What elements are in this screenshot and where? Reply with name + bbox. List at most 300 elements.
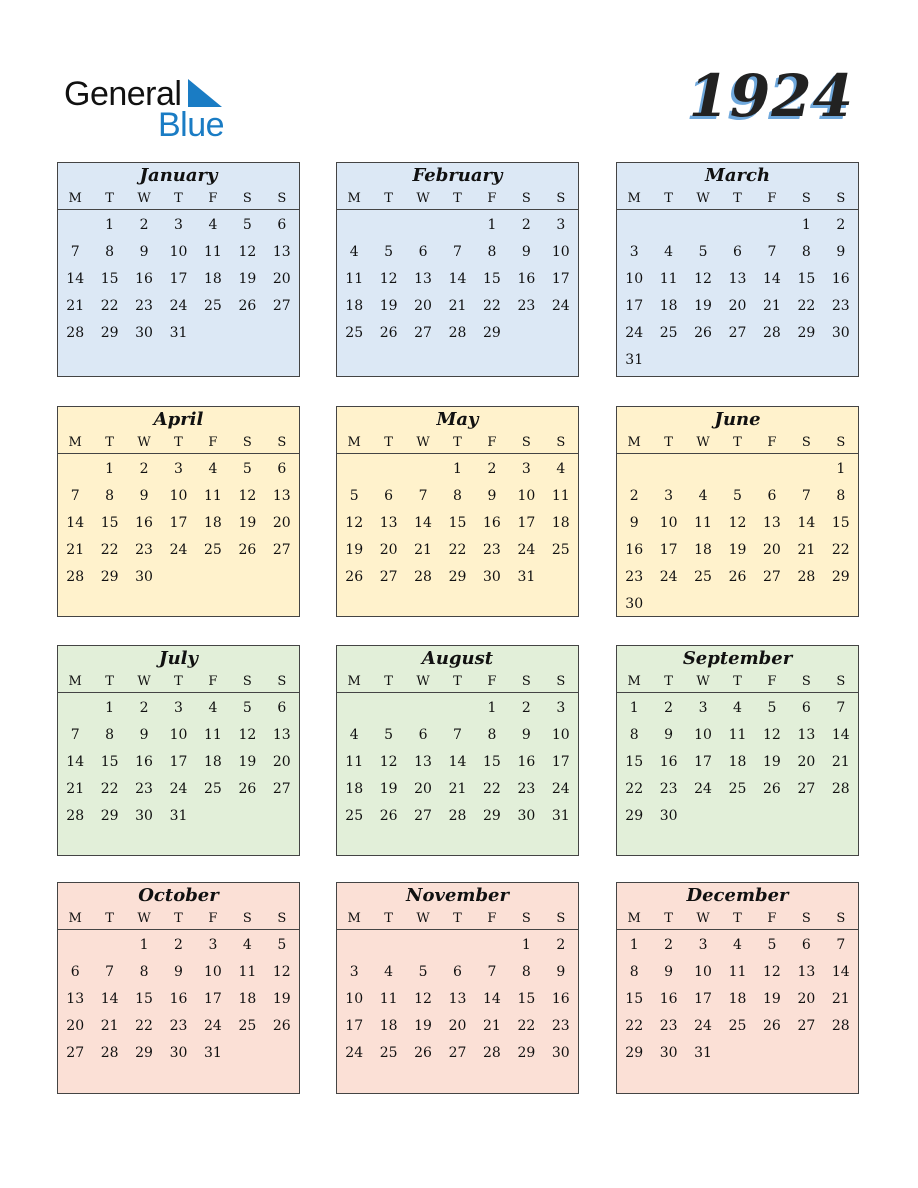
day-cell: 6 (801, 937, 811, 953)
day-cell: 3 (174, 700, 183, 716)
day-cell: 31 (204, 1045, 222, 1061)
day-cell: 21 (448, 781, 467, 797)
month-december (616, 882, 859, 1094)
weekday-label: S (277, 191, 287, 206)
day-cell: 31 (169, 325, 188, 341)
day-cell: 23 (625, 569, 644, 585)
weekday-label: F (487, 191, 497, 206)
day-cell: 19 (694, 298, 712, 314)
weekday-label: S (556, 435, 566, 450)
day-cell: 25 (238, 1018, 257, 1034)
day-cell: 5 (242, 217, 252, 233)
day-grid (58, 210, 299, 347)
empty-day-cell (406, 695, 440, 722)
day-cell: 21 (763, 298, 781, 314)
day-cell: 12 (238, 244, 257, 260)
day-cell: 1 (487, 700, 497, 716)
day-cell: 23 (659, 1018, 678, 1034)
month-name: March (704, 165, 771, 186)
empty-day-cell (406, 932, 440, 959)
day-cell: 6 (384, 488, 394, 504)
day-cell: 17 (659, 542, 678, 558)
day-cell: 16 (517, 271, 536, 287)
day-cell: 2 (556, 937, 566, 953)
day-cell: 11 (728, 727, 747, 743)
day-cell: 22 (135, 1018, 153, 1034)
day-cell: 17 (694, 991, 712, 1007)
weekday-label: S (277, 435, 287, 450)
weekday-label: M (627, 191, 641, 206)
day-cell: 3 (698, 937, 708, 953)
day-grid (337, 210, 578, 347)
weekday-label: S (521, 435, 531, 450)
empty-day-cell (58, 932, 92, 959)
month-november (336, 882, 579, 1094)
weekday-label: M (68, 191, 82, 206)
day-cell: 22 (100, 298, 119, 314)
day-cell: 29 (483, 808, 501, 824)
day-cell: 25 (694, 569, 712, 585)
weekday-label: T (105, 191, 114, 206)
day-cell: 7 (453, 727, 462, 743)
weekday-label: T (453, 911, 462, 926)
day-cell: 18 (551, 515, 570, 531)
weekday-label: M (68, 911, 82, 926)
day-cell: 1 (105, 700, 115, 716)
weekday-header-row (617, 672, 858, 693)
weekday-label: T (453, 435, 462, 450)
weekday-header-row (617, 189, 858, 210)
weekday-header-row (58, 189, 299, 210)
day-cell: 4 (698, 488, 708, 504)
empty-day-cell (58, 456, 92, 483)
month-september (616, 645, 859, 856)
day-cell: 19 (728, 542, 747, 558)
day-cell: 16 (517, 754, 536, 770)
weekday-label: F (208, 674, 218, 689)
empty-day-cell (720, 456, 754, 483)
day-cell: 13 (379, 515, 398, 531)
day-cell: 21 (66, 298, 85, 314)
day-cell: 18 (379, 1018, 398, 1034)
weekday-label: S (242, 911, 252, 926)
day-cell: 2 (629, 488, 639, 504)
day-grid (58, 454, 299, 591)
day-cell: 20 (272, 515, 291, 531)
day-cell: 3 (174, 217, 183, 233)
day-cell: 25 (345, 325, 364, 341)
day-cell: 25 (551, 542, 570, 558)
day-cell: 10 (551, 244, 570, 260)
day-cell: 27 (414, 808, 432, 824)
day-cell: 15 (100, 271, 119, 287)
empty-day-cell (371, 212, 405, 239)
day-cell: 19 (379, 298, 398, 314)
day-cell: 13 (797, 964, 816, 980)
day-cell: 26 (379, 325, 398, 341)
weekday-label: T (664, 435, 673, 450)
day-cell: 30 (135, 808, 153, 824)
day-cell: 24 (694, 781, 712, 797)
day-cell: 1 (139, 937, 149, 953)
weekday-header-row (337, 189, 578, 210)
day-cell: 15 (483, 271, 501, 287)
weekday-header-row (58, 909, 299, 930)
day-cell: 14 (483, 991, 501, 1007)
day-cell: 14 (831, 964, 850, 980)
day-cell: 12 (238, 727, 257, 743)
empty-day-cell (475, 932, 509, 959)
weekday-label: M (627, 674, 641, 689)
day-cell: 15 (100, 515, 119, 531)
day-grid (617, 693, 858, 830)
day-cell: 4 (733, 937, 742, 953)
weekday-label: F (767, 435, 777, 450)
weekday-label: T (105, 674, 114, 689)
day-cell: 1 (453, 461, 462, 477)
weekday-label: W (416, 435, 430, 450)
weekday-label: S (521, 911, 531, 926)
empty-day-cell (337, 456, 371, 483)
weekday-header-row (58, 672, 299, 693)
day-cell: 3 (556, 217, 566, 233)
weekday-label: T (453, 191, 462, 206)
day-cell: 21 (66, 781, 85, 797)
day-cell: 24 (345, 1045, 364, 1061)
day-cell: 17 (551, 754, 570, 770)
month-august (336, 645, 579, 856)
weekday-label: T (453, 674, 462, 689)
day-cell: 5 (277, 937, 287, 953)
day-cell: 25 (728, 781, 747, 797)
day-cell: 9 (521, 727, 531, 743)
day-cell: 20 (66, 1018, 85, 1034)
day-cell: 23 (517, 298, 536, 314)
weekday-label: W (137, 191, 151, 206)
day-cell: 20 (763, 542, 781, 558)
day-cell: 22 (100, 542, 119, 558)
day-cell: 6 (418, 244, 428, 260)
brand-word-general: General (64, 75, 182, 113)
day-cell: 23 (135, 542, 153, 558)
weekday-label: W (137, 674, 151, 689)
day-cell: 28 (797, 569, 816, 585)
weekday-label: T (174, 911, 183, 926)
day-grid (617, 454, 858, 618)
day-cell: 12 (694, 271, 712, 287)
day-cell: 8 (629, 964, 639, 980)
month-february (336, 162, 579, 377)
day-cell: 15 (100, 754, 119, 770)
day-cell: 11 (204, 727, 222, 743)
day-cell: 15 (625, 754, 644, 770)
weekday-label: S (836, 435, 846, 450)
day-grid (617, 930, 858, 1067)
empty-day-cell (755, 212, 789, 239)
day-cell: 1 (836, 461, 846, 477)
day-cell: 6 (801, 700, 811, 716)
day-cell: 6 (418, 727, 428, 743)
day-cell: 20 (448, 1018, 467, 1034)
day-cell: 17 (345, 1018, 364, 1034)
weekday-header-row (337, 909, 578, 930)
day-cell: 13 (728, 271, 747, 287)
day-cell: 21 (831, 991, 850, 1007)
month-name: August (421, 648, 494, 669)
day-cell: 14 (763, 271, 781, 287)
day-cell: 12 (763, 964, 781, 980)
month-name: November (406, 885, 509, 906)
day-cell: 1 (105, 217, 115, 233)
weekday-label: M (347, 435, 361, 450)
day-cell: 1 (105, 461, 115, 477)
day-cell: 23 (517, 781, 536, 797)
day-cell: 14 (66, 515, 85, 531)
weekday-label: F (208, 435, 218, 450)
day-cell: 17 (169, 271, 188, 287)
day-cell: 14 (414, 515, 432, 531)
day-cell: 20 (797, 754, 816, 770)
day-cell: 6 (277, 217, 287, 233)
day-cell: 29 (100, 325, 119, 341)
day-cell: 9 (139, 244, 149, 260)
day-cell: 29 (625, 808, 644, 824)
weekday-label: M (347, 674, 361, 689)
weekday-label: T (174, 435, 183, 450)
day-cell: 11 (345, 271, 364, 287)
day-cell: 12 (238, 488, 257, 504)
day-cell: 21 (797, 542, 816, 558)
day-cell: 20 (414, 781, 432, 797)
day-cell: 10 (694, 964, 712, 980)
day-cell: 8 (105, 727, 115, 743)
day-cell: 23 (169, 1018, 188, 1034)
weekday-label: T (384, 435, 393, 450)
day-cell: 10 (517, 488, 536, 504)
day-cell: 9 (664, 964, 674, 980)
day-cell: 9 (556, 964, 566, 980)
day-cell: 28 (448, 808, 467, 824)
day-cell: 30 (551, 1045, 570, 1061)
day-cell: 23 (831, 298, 850, 314)
empty-day-cell (337, 932, 371, 959)
day-cell: 7 (487, 964, 497, 980)
day-cell: 23 (135, 298, 153, 314)
day-cell: 28 (100, 1045, 119, 1061)
day-cell: 11 (204, 488, 222, 504)
day-cell: 2 (836, 217, 846, 233)
weekday-header-row (58, 433, 299, 454)
day-cell: 27 (728, 325, 747, 341)
day-cell: 18 (728, 754, 747, 770)
day-cell: 2 (664, 700, 674, 716)
day-cell: 28 (831, 781, 850, 797)
day-cell: 12 (272, 964, 291, 980)
day-cell: 30 (659, 1045, 678, 1061)
day-cell: 21 (448, 298, 467, 314)
weekday-label: M (68, 674, 82, 689)
day-cell: 8 (105, 488, 115, 504)
weekday-label: F (487, 911, 497, 926)
day-cell: 21 (414, 542, 432, 558)
month-march (616, 162, 859, 377)
weekday-label: S (277, 674, 287, 689)
empty-day-cell (371, 932, 405, 959)
day-cell: 4 (349, 244, 359, 260)
weekday-label: F (767, 191, 777, 206)
day-cell: 29 (135, 1045, 153, 1061)
weekday-label: T (384, 674, 393, 689)
day-cell: 31 (169, 808, 188, 824)
weekday-label: S (801, 911, 811, 926)
day-cell: 27 (66, 1045, 85, 1061)
day-cell: 8 (487, 244, 497, 260)
day-grid (58, 930, 299, 1067)
day-cell: 2 (487, 461, 497, 477)
day-cell: 27 (797, 781, 816, 797)
day-cell: 17 (204, 991, 222, 1007)
day-cell: 2 (139, 700, 149, 716)
day-cell: 18 (694, 542, 712, 558)
weekday-label: W (696, 191, 710, 206)
day-cell: 30 (625, 596, 644, 612)
weekday-label: T (733, 191, 742, 206)
month-may (336, 406, 579, 617)
empty-day-cell (440, 212, 474, 239)
day-cell: 1 (487, 217, 497, 233)
empty-day-cell (406, 456, 440, 483)
day-grid (337, 454, 578, 591)
day-cell: 24 (204, 1018, 222, 1034)
weekday-label: T (733, 911, 742, 926)
weekday-header-row (617, 433, 858, 454)
day-cell: 10 (659, 515, 678, 531)
day-cell: 4 (208, 700, 218, 716)
day-cell: 8 (139, 964, 149, 980)
day-cell: 21 (483, 1018, 501, 1034)
empty-day-cell (617, 456, 651, 483)
day-cell: 5 (384, 727, 394, 743)
day-cell: 20 (797, 991, 816, 1007)
day-cell: 2 (521, 217, 531, 233)
weekday-label: W (696, 911, 710, 926)
day-cell: 13 (448, 991, 467, 1007)
day-cell: 4 (349, 727, 359, 743)
day-cell: 12 (728, 515, 747, 531)
day-cell: 7 (418, 488, 428, 504)
weekday-label: W (137, 435, 151, 450)
day-cell: 26 (728, 569, 747, 585)
day-cell: 16 (135, 754, 153, 770)
day-grid (58, 693, 299, 830)
day-cell: 31 (551, 808, 570, 824)
day-cell: 22 (517, 1018, 536, 1034)
day-cell: 30 (135, 569, 153, 585)
day-cell: 16 (659, 754, 678, 770)
weekday-label: T (664, 911, 673, 926)
month-name: February (412, 165, 503, 186)
day-cell: 14 (831, 727, 850, 743)
day-cell: 28 (448, 325, 467, 341)
day-cell: 3 (174, 461, 183, 477)
day-cell: 5 (242, 700, 252, 716)
day-cell: 16 (135, 515, 153, 531)
day-cell: 5 (698, 244, 708, 260)
day-cell: 25 (204, 542, 222, 558)
day-cell: 22 (483, 298, 501, 314)
day-cell: 9 (521, 244, 531, 260)
day-cell: 10 (169, 244, 188, 260)
day-cell: 19 (763, 754, 781, 770)
day-cell: 17 (517, 515, 536, 531)
month-name: December (686, 885, 789, 906)
day-cell: 28 (763, 325, 781, 341)
day-cell: 9 (836, 244, 846, 260)
day-cell: 27 (379, 569, 398, 585)
day-cell: 7 (70, 488, 80, 504)
day-cell: 27 (763, 569, 781, 585)
day-cell: 11 (238, 964, 257, 980)
day-cell: 4 (242, 937, 252, 953)
weekday-label: T (664, 191, 673, 206)
day-cell: 24 (169, 781, 188, 797)
empty-day-cell (651, 456, 685, 483)
day-cell: 18 (345, 298, 364, 314)
day-cell: 1 (629, 700, 639, 716)
day-cell: 22 (448, 542, 467, 558)
day-cell: 29 (448, 569, 467, 585)
day-cell: 29 (831, 569, 850, 585)
weekday-label: W (137, 911, 151, 926)
day-cell: 7 (767, 244, 777, 260)
day-cell: 10 (551, 727, 570, 743)
day-cell: 24 (694, 1018, 712, 1034)
day-cell: 14 (797, 515, 816, 531)
day-cell: 3 (349, 964, 359, 980)
day-cell: 23 (551, 1018, 570, 1034)
day-cell: 10 (169, 488, 188, 504)
day-grid (337, 930, 578, 1067)
day-cell: 11 (551, 488, 570, 504)
empty-day-cell (440, 932, 474, 959)
day-cell: 22 (797, 298, 816, 314)
day-cell: 3 (556, 700, 566, 716)
day-cell: 8 (487, 727, 497, 743)
weekday-label: W (696, 435, 710, 450)
weekday-header-row (617, 909, 858, 930)
empty-day-cell (686, 212, 720, 239)
weekday-header-row (337, 672, 578, 693)
weekday-label: T (105, 911, 114, 926)
day-cell: 21 (66, 542, 85, 558)
day-cell: 6 (767, 488, 777, 504)
day-cell: 24 (625, 325, 644, 341)
day-cell: 10 (204, 964, 222, 980)
weekday-label: S (836, 674, 846, 689)
day-cell: 31 (517, 569, 536, 585)
day-cell: 13 (66, 991, 85, 1007)
day-cell: 9 (664, 727, 674, 743)
day-cell: 3 (664, 488, 674, 504)
day-cell: 26 (272, 1018, 291, 1034)
day-grid (337, 693, 578, 830)
weekday-label: W (416, 674, 430, 689)
day-cell: 11 (379, 991, 398, 1007)
day-cell: 8 (453, 488, 462, 504)
day-cell: 13 (414, 754, 432, 770)
day-cell: 19 (238, 271, 257, 287)
empty-day-cell (651, 212, 685, 239)
